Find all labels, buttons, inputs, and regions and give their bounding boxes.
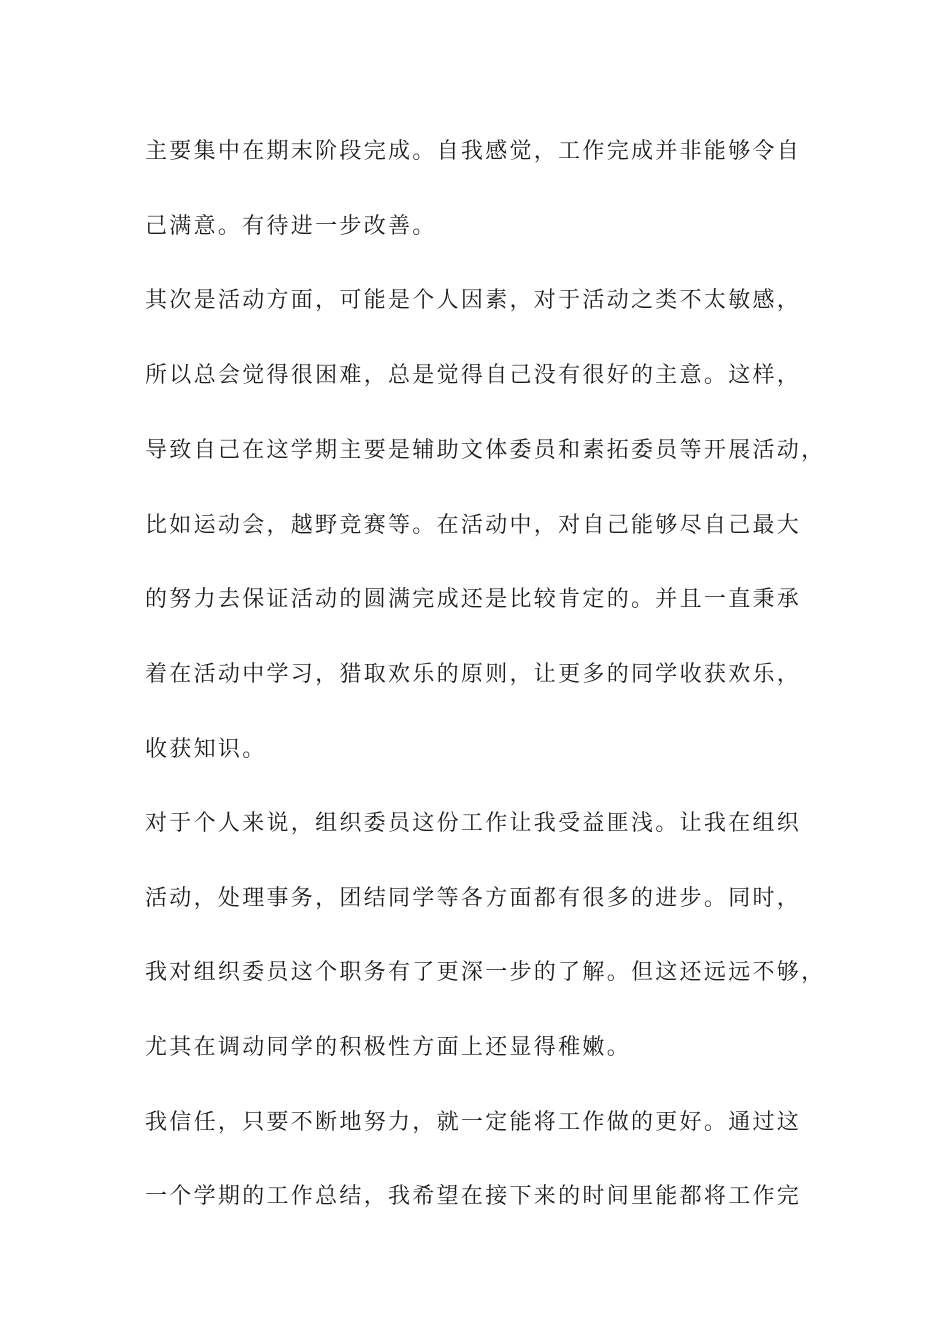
text-line: 比如运动会，越野竞赛等。在活动中，对自己能够尽自己最大 (145, 513, 802, 538)
text-line: 导致自己在这学期主要是辅助文体委员和素拓委员等开展活动， (145, 438, 826, 463)
text-line: 己满意。有待进一步改善。 (145, 214, 437, 239)
text-line: 的努力去保证活动的圆满完成还是比较肯定的。并且一直秉承 (145, 587, 802, 612)
text-line: 活动，处理事务，团结同学等各方面都有很多的进步。同时， (145, 886, 802, 911)
text-line: 其次是活动方面，可能是个人因素，对于活动之类不太敏感， (145, 288, 802, 313)
text-line: 主要集中在期末阶段完成。自我感觉，工作完成并非能够令自 (145, 139, 802, 164)
text-line: 我信任，只要不断地努力，就一定能将工作做的更好。通过这 (145, 1110, 802, 1135)
text-line: 收获知识。 (145, 737, 267, 762)
text-line: 所以总会觉得很困难，总是觉得自己没有很好的主意。这样， (145, 363, 802, 388)
text-line: 尤其在调动同学的积极性方面上还显得稚嫩。 (145, 1035, 632, 1060)
text-line: 对于个人来说，组织委员这份工作让我受益匪浅。让我在组织 (145, 811, 802, 836)
text-line: 着在活动中学习，猎取欢乐的原则，让更多的同学收获欢乐， (145, 662, 802, 687)
text-line: 一个学期的工作总结，我希望在接下来的时间里能都将工作完 (145, 1184, 802, 1209)
text-line: 我对组织委员这个职务有了更深一步的了解。但这还远远不够， (145, 960, 826, 985)
